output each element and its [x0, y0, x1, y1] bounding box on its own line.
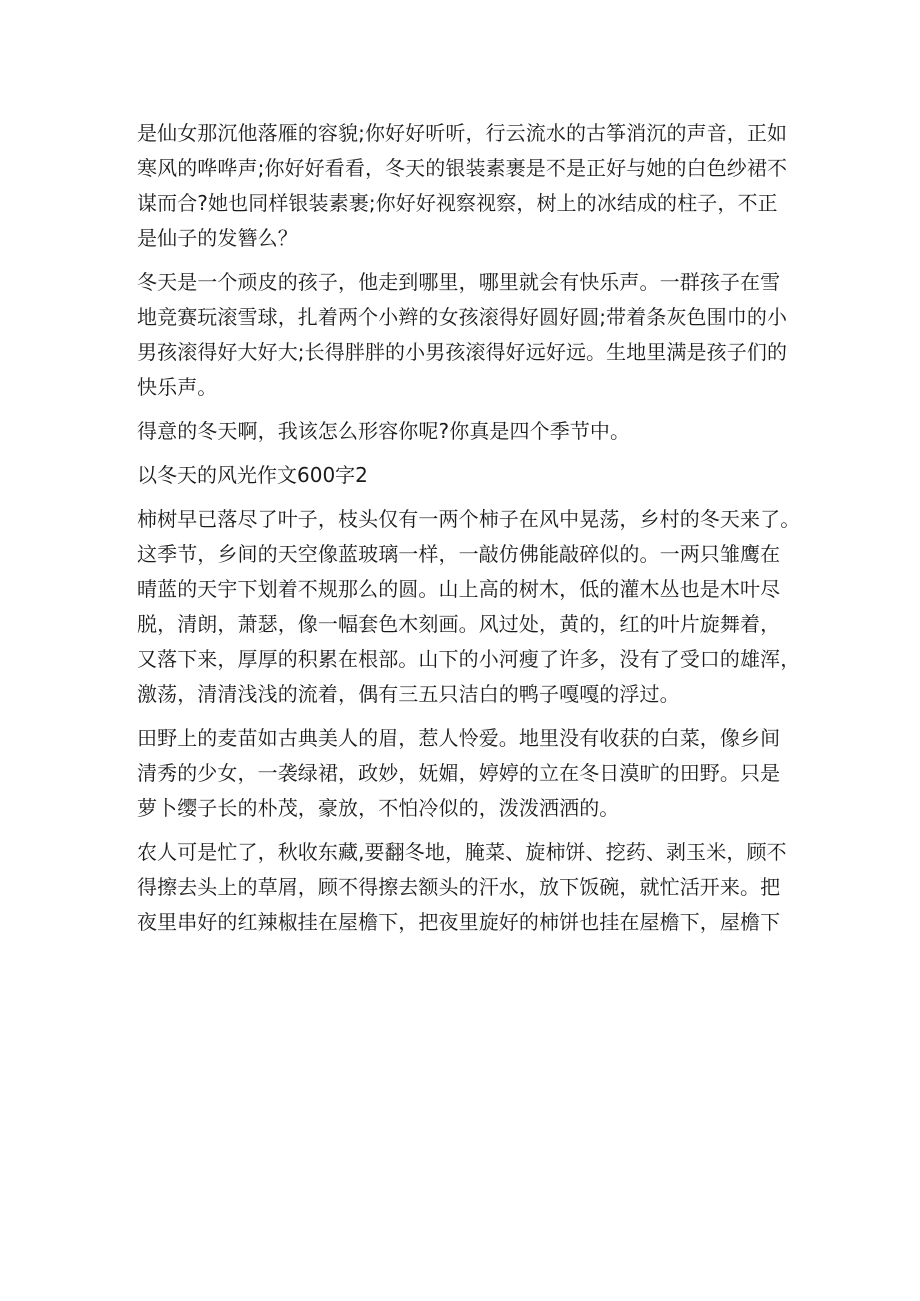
paragraph — [137, 414, 797, 449]
section-heading: 以冬天的风光作文600字2 — [137, 463, 368, 487]
text-line: 这季节，乡间的天空像蓝玻璃一样，一敲仿佛能敲碎似的。一两只雏鹰在 — [137, 542, 781, 566]
text-line: 得意的冬天啊，我该怎么形容你呢?你真是四个季节中。 — [137, 419, 631, 443]
paragraph — [137, 265, 797, 405]
text-line: 激荡，清清浅浅的流着，偶有三五只洁白的鸭子嘎嘎的浮过。 — [137, 682, 680, 706]
text-line: 清秀的少女，一袭绿裙，政妙，妩媚，婷婷的立在冬日漠旷的田野。只是 — [137, 761, 781, 785]
text-line: 冬天是一个顽皮的孩子，他走到哪里，哪里就会有快乐声。一群孩子在雪 — [137, 270, 781, 294]
document-body — [137, 116, 801, 949]
text-line: 晴蓝的天宇下划着不规那么的圆。山上高的树木，低的灌木丛也是木叶尽 — [137, 577, 781, 601]
text-line: 男孩滚得好大好大;长得胖胖的小男孩滚得好远好远。生地里满是孩子们的 — [137, 340, 788, 364]
text-line: 又落下来，厚厚的积累在根部。山下的小河瘦了许多，没有了受口的雄浑， — [137, 647, 801, 671]
text-line: 农人可是忙了，秋收东藏,要翻冬地，腌菜、旋柿饼、挖药、剥玉米，顾不 — [137, 840, 787, 864]
text-line: 是仙女那沉他落雁的容貌;你好好听听，行云流水的古筝消沉的声音，正如 — [137, 121, 788, 145]
paragraph — [137, 502, 801, 712]
paragraph — [137, 116, 797, 256]
text-line: 柿树早已落尽了叶子，枝头仅有一两个柿子在风中晃荡，乡村的冬天来了。 — [137, 507, 801, 531]
text-line: 田野上的麦苗如古典美人的眉，惹人怜爱。地里没有收获的白菜，像乡间 — [137, 726, 781, 750]
text-line: 夜里串好的红辣椒挂在屋檐下，把夜里旋好的柿饼也挂在屋檐下，屋檐下 — [137, 910, 781, 934]
text-line: 脱，清朗，萧瑟，像一幅套色木刻画。风过处，黄的，红的叶片旋舞着， — [137, 612, 781, 636]
text-line: 快乐声。 — [137, 375, 218, 399]
text-line: 是仙子的发簪么？ — [137, 226, 298, 250]
text-line: 地竞赛玩滚雪球，扎着两个小辫的女孩滚得好圆好圆;带着条灰色围巾的小 — [137, 305, 788, 329]
text-line: 谋而合?她也同样银装素裹;你好好视察视察，树上的冰结成的柱子，不正 — [137, 191, 778, 215]
text-line: 寒风的哗哗声;你好好看看，冬天的银装素裹是不是正好与她的白色纱裙不 — [137, 156, 788, 180]
text-line: 萝卜缨子长的朴茂，豪放，不怕冷似的，泼泼洒洒的。 — [137, 796, 620, 820]
paragraph — [137, 721, 797, 826]
text-line: 得擦去头上的草屑，顾不得擦去额头的汗水，放下饭碗，就忙活开来。把 — [137, 875, 781, 899]
paragraph — [137, 835, 797, 940]
